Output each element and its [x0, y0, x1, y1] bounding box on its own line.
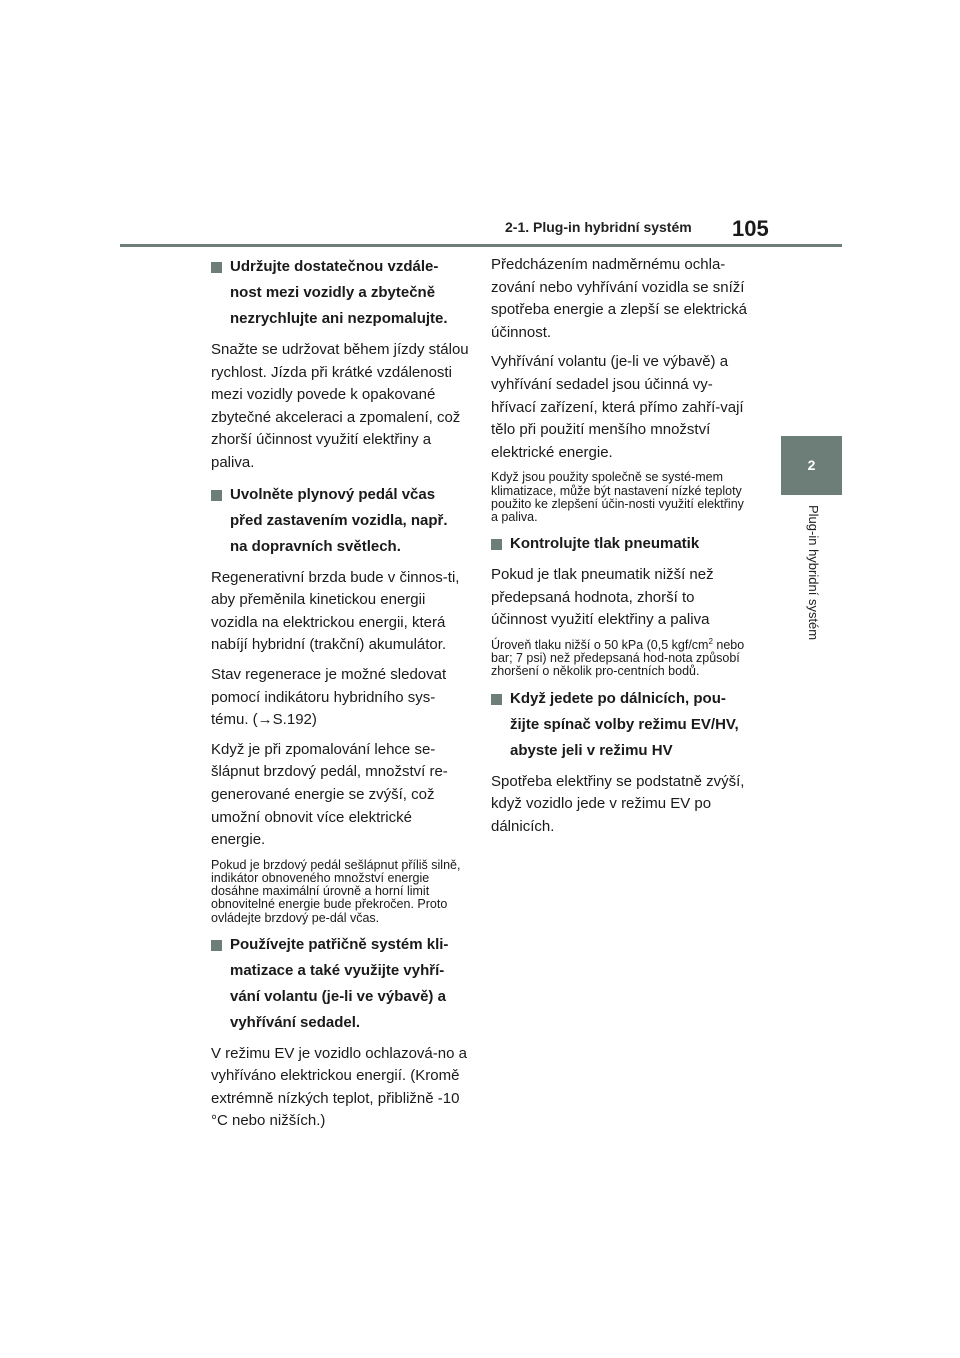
paragraph: Stav regenerace je možné sledovat pomocí indikátoru hybridního sys-tému. (→S.192) [211, 665, 447, 729]
square-bullet-icon [211, 940, 222, 951]
square-bullet-icon [211, 262, 222, 273]
note: Pokud je brzdový pedál sešlápnut příliš silně, indikátor obnoveného množství energie dosáhne maximální úrovně a horní limit obnovitelné energie bude překročen. Proto ovládejte brzdový pe-dál včas. [211, 857, 461, 925]
section-heading [491, 686, 749, 764]
left-column [211, 254, 469, 1140]
square-bullet-icon [491, 539, 502, 550]
square-bullet-icon [491, 694, 502, 705]
note [491, 636, 749, 679]
section-title: 2-1. Plug-in hybridní systém [505, 219, 692, 235]
paragraph: Regenerativní brzda bude v činnos-ti, aby přeměnila kinetickou energii vozidla na elektrickou energii, která nabíjí hybridní (trakční) akumulátor. [211, 568, 460, 654]
heading-text: Uvolněte plynový pedál včas před zastavením vozidla, např. na dopravních světlech. [230, 485, 448, 555]
note: Když jsou použity společně se systé-mem klimatizace, může být nastavení nízké teploty použito ke zlepšení účin-nosti využití elektřiny a paliva. [491, 470, 744, 524]
paragraph: Předcházením nadměrnému ochla-zování nebo vyhřívání vozidla se sníží spotřeba energie a zlepší se elektrická účinnost. [491, 256, 747, 341]
paragraph: Spotřeba elektřiny se podstatně zvýší, když vozidlo jede v režimu EV po dálnicích. [491, 772, 745, 835]
square-bullet-icon [211, 490, 222, 501]
right-column [491, 254, 749, 845]
paragraph: Snažte se udržovat během jízdy stálou rychlost. Jízda při krátké vzdálenosti mezi vozidly povede k opakované zbytečné akceleraci a zpomalení, což zhorší účinnost využití elektřiny a paliva. [211, 341, 469, 471]
chapter-tab: 2 [781, 436, 842, 495]
superscript: 2 [708, 636, 713, 646]
note-text: Úroveň tlaku nižší o 50 kPa (0,5 kgf/cm [491, 637, 709, 652]
paragraph: Pokud je tlak pneumatik nižší než předepsaná hodnota, zhorší to účinnost využití elektřiny a paliva [491, 566, 714, 629]
section-heading [211, 254, 469, 332]
section-heading [211, 482, 469, 560]
paragraph: Vyhřívání volantu (je-li ve výbavě) a vyhřívání sedadel jsou účinná vy-hřívací zařízení, která přímo zahří-vají tělo při použití menšího množství elektrické energie. [491, 353, 744, 461]
heading-text: Kontrolujte tlak pneumatik [510, 535, 700, 553]
heading-text: Udržujte dostatečnou vzdále-nost mezi vozidly a zbytečně nezrychlujte ani nezpomalujte. [230, 258, 448, 327]
paragraph: V režimu EV je vozidlo ochlazová-no a vyhříváno elektrickou energií. (Kromě extrémně nízkých teplot, přibližně -10 °C nebo nižších.) [211, 1044, 467, 1130]
paragraph: Když je při zpomalování lehce se-šlápnut brzdový pedál, množství re-generované energie se zvýší, což umožní obnovit více elektrické energie. [211, 740, 448, 849]
section-heading [211, 932, 469, 1036]
chapter-label: Plug-in hybridní systém [806, 505, 821, 641]
header-rule [120, 244, 842, 247]
heading-text: Používejte patřičně systém kli-matizace a také využijte vyhří-vání volantu (je-li ve výbavě) a vyhřívání sedadel. [230, 935, 449, 1031]
section-heading [491, 531, 749, 557]
heading-text: Když jedete po dálnicích, pou-žijte spínač volby režimu EV/HV, abyste jeli v režimu HV [510, 689, 739, 759]
note-text: nebo bar; 7 psi) než předepsaná hod-nota způsobí zhoršení o několik pro-centních bodů. [491, 637, 745, 679]
page-number: 105 [732, 216, 769, 241]
